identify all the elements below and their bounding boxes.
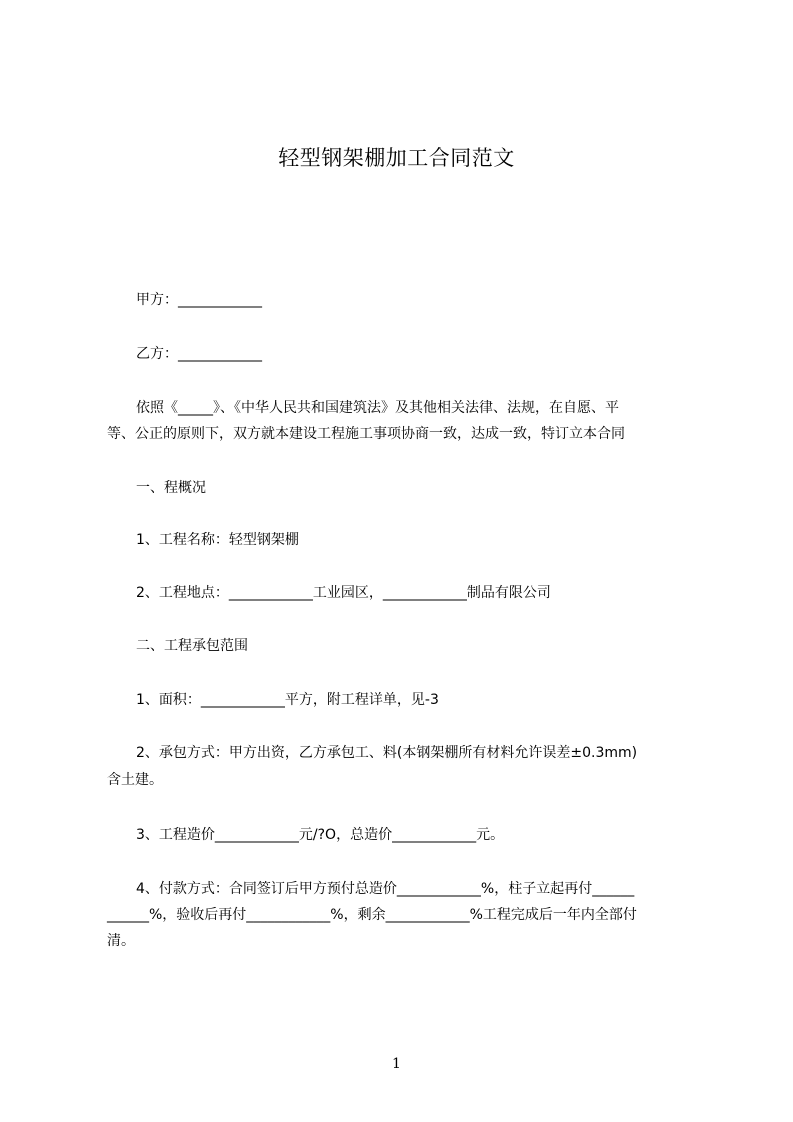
- basis-paragraph-line-2: 等、公正的原则下，双方就本建设工程施工事项协商一致，达成一致，特订立本合同: [107, 426, 625, 442]
- payment-method-line-1: 4、付款方式：合同签订后甲方预付总造价____________%，柱子立起再付______: [136, 881, 635, 897]
- party-b-line: 乙方：____________: [136, 346, 262, 362]
- section-1-heading: 一、程概况: [136, 480, 206, 496]
- contract-method-line-2: 含土建。: [107, 772, 163, 788]
- payment-method-line-2: ______%，验收后再付____________%，剩余____________%工程完成后一年内全部付: [107, 907, 637, 923]
- party-a-line: 甲方：____________: [136, 292, 262, 308]
- payment-method-line-3: 清。: [107, 933, 135, 949]
- contract-method-line-1: 2、承包方式：甲方出资，乙方承包工、料(本钢架棚所有材料允许误差±0.3mm): [136, 745, 638, 761]
- basis-paragraph-line-1: 依照《_____》、《中华人民共和国建筑法》及其他相关法律、法规，在自愿、平: [136, 400, 619, 416]
- document-title: 轻型钢架棚加工合同范文: [278, 146, 515, 170]
- section-2-heading: 二、工程承包范围: [136, 638, 248, 654]
- area-item: 1、面积：____________平方，附工程详单，见-3: [136, 692, 439, 708]
- page-number: 1: [392, 1056, 401, 1072]
- project-location-item: 2、工程地点：____________工业园区，____________制品有限公司: [136, 585, 551, 601]
- project-name-item: 1、工程名称：轻型钢架棚: [136, 532, 299, 548]
- project-cost-item: 3、工程造价____________元/?O，总造价____________元。: [136, 827, 505, 843]
